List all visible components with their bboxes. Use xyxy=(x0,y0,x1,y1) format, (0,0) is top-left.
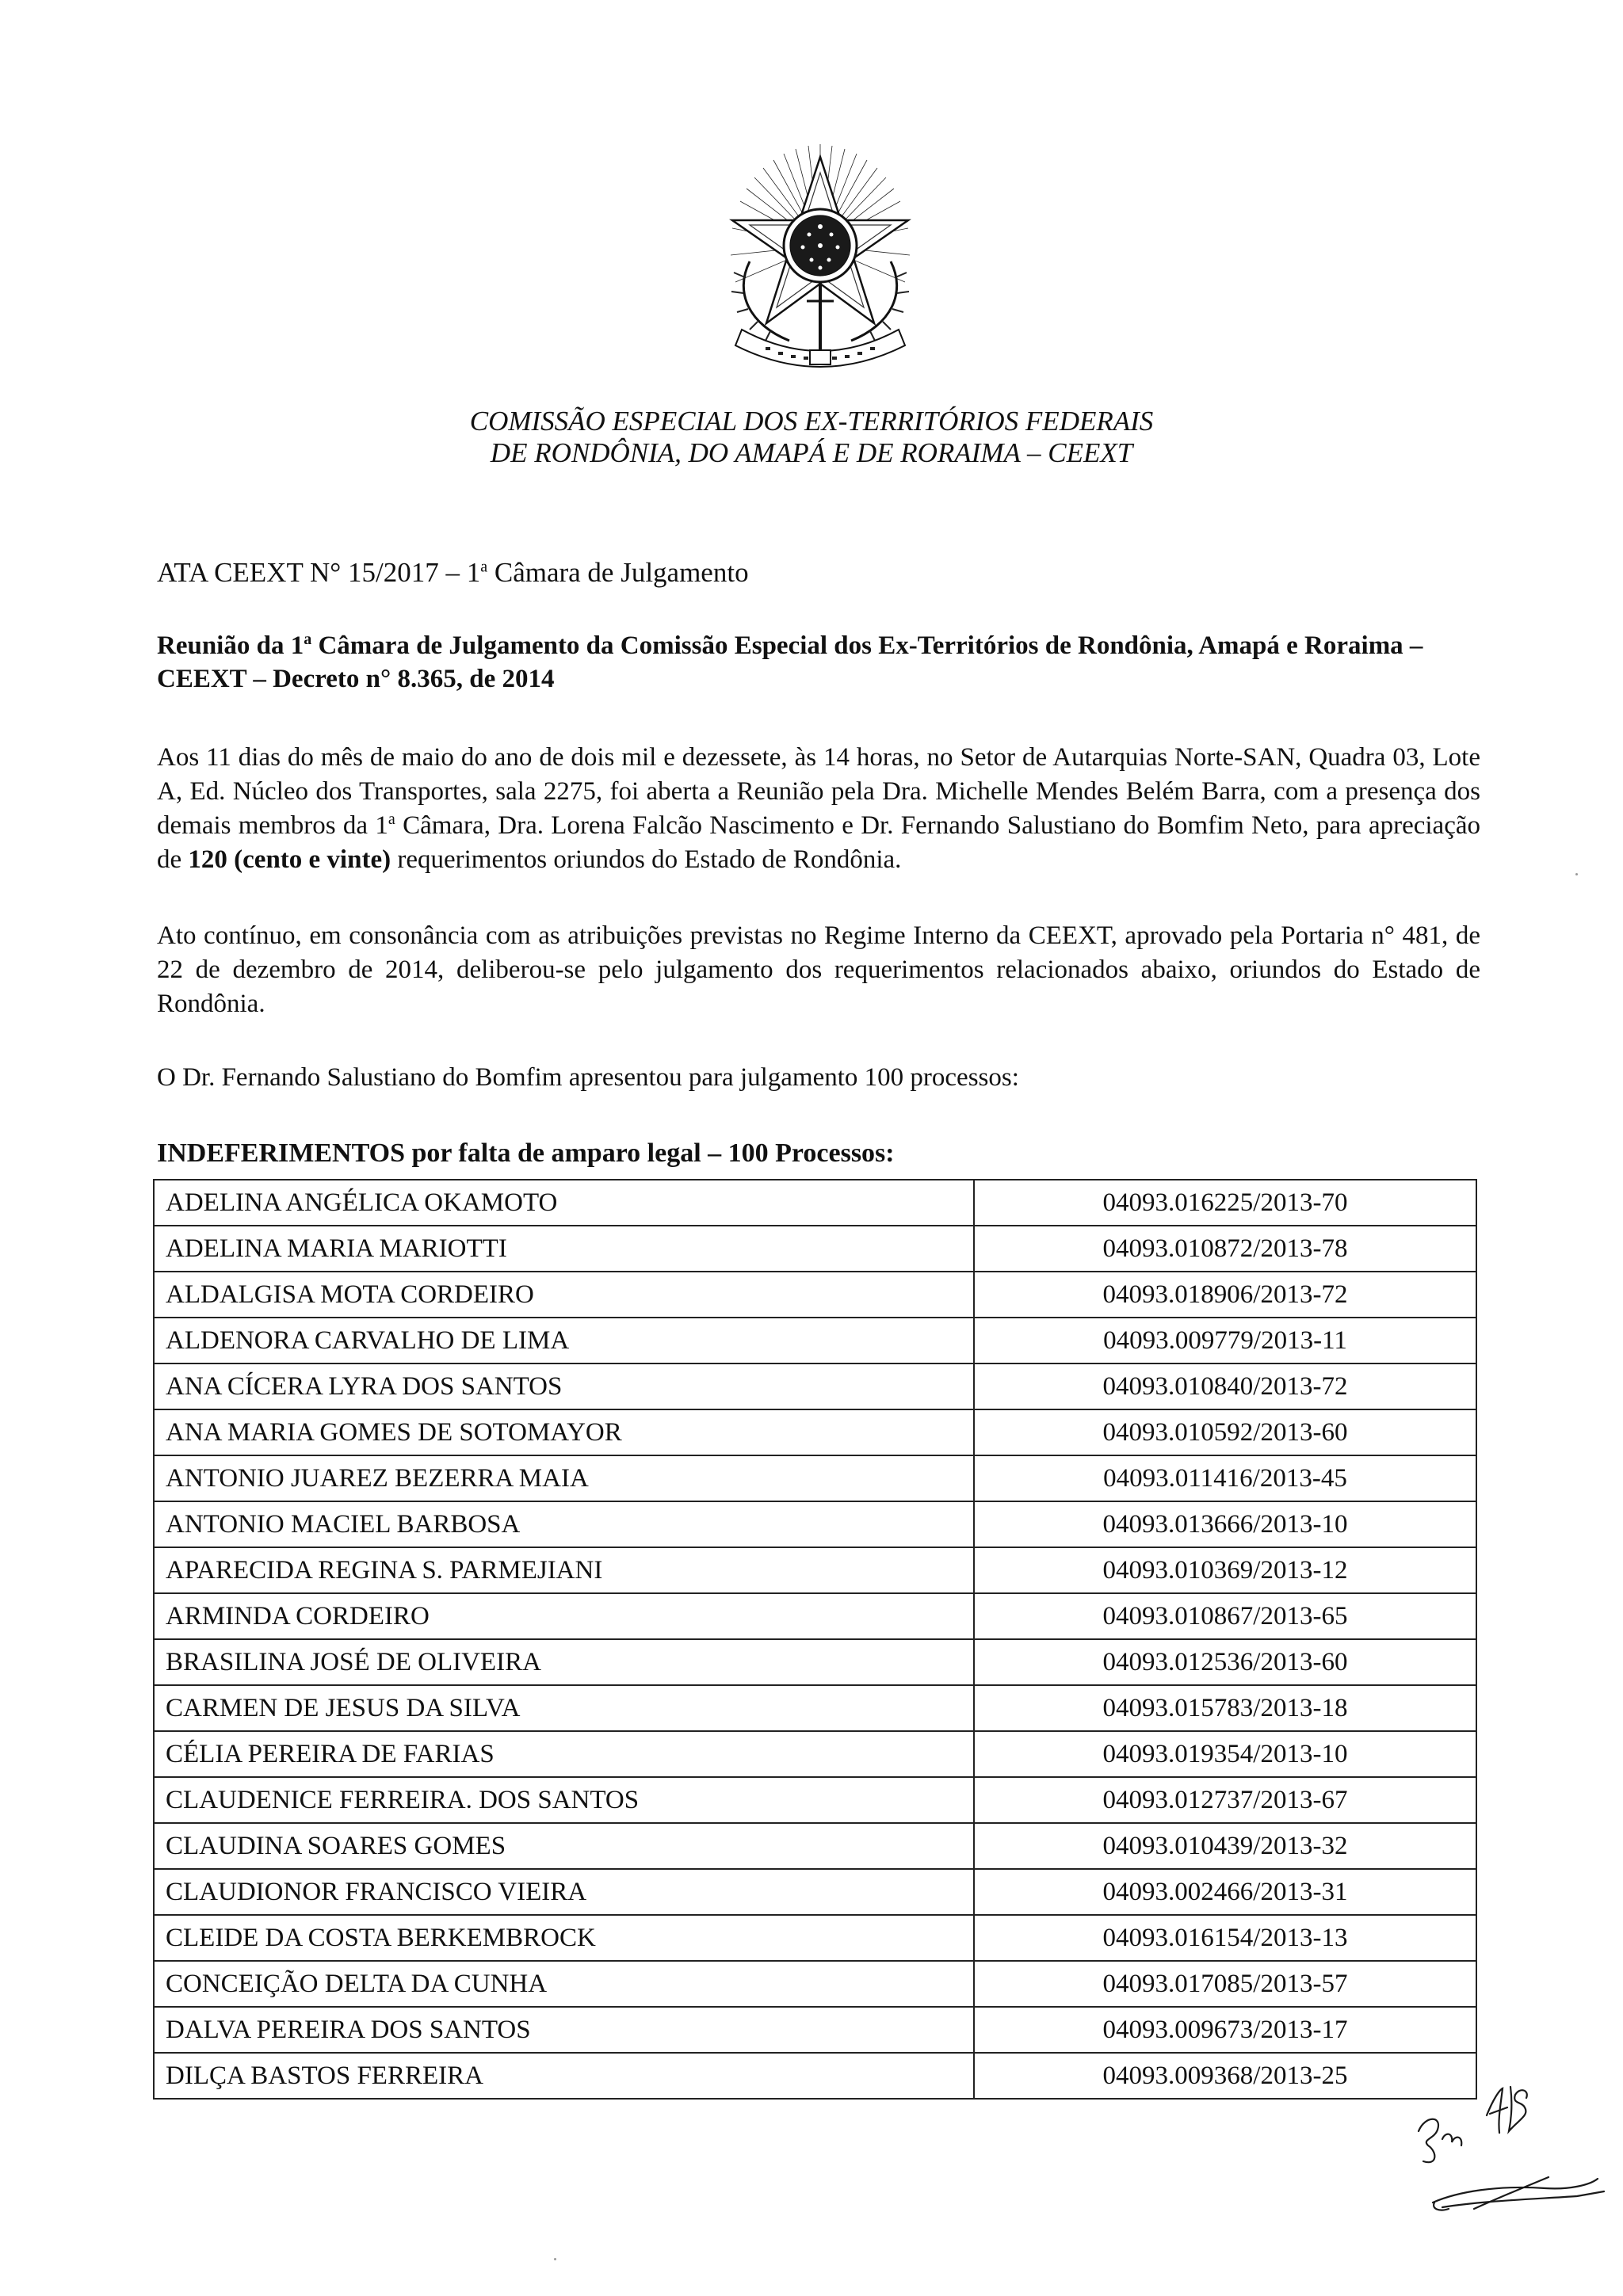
process-table-body xyxy=(154,1180,1476,2099)
opening-paragraph xyxy=(157,741,1480,877)
meeting-title xyxy=(157,629,1465,696)
process-table xyxy=(153,1179,1477,2100)
table-row xyxy=(154,1961,1476,2007)
process-number-cell: 04093.002466/2013-31 xyxy=(974,1869,1476,1915)
table-row xyxy=(154,1226,1476,1272)
table-row xyxy=(154,2007,1476,2053)
process-number-cell: 04093.010369/2013-12 xyxy=(974,1547,1476,1593)
process-number-cell: 04093.010592/2013-60 xyxy=(974,1409,1476,1455)
opening-paragraph-part2: Câmara, Dra. Lorena Falcão Nascimento e Dr. Fernando Salustiano do Bomfim Neto, para apreciação de xyxy=(157,811,1480,874)
process-name-cell: CÉLIA PEREIRA DE FARIAS xyxy=(154,1731,974,1777)
table-row xyxy=(154,1547,1476,1593)
scan-speck xyxy=(1575,873,1578,875)
process-name-cell: ADELINA ANGÉLICA OKAMOTO xyxy=(154,1180,974,1226)
process-name-cell: ALDENORA CARVALHO DE LIMA xyxy=(154,1318,974,1363)
commission-name-line1: COMISSÃO ESPECIAL DOS EX-TERRITÓRIOS FEDERAIS xyxy=(469,406,1154,437)
table-row xyxy=(154,1593,1476,1639)
table-row xyxy=(154,1777,1476,1823)
process-name-cell: ANA CÍCERA LYRA DOS SANTOS xyxy=(154,1363,974,1409)
process-number-cell: 04093.011416/2013-45 xyxy=(974,1455,1476,1501)
process-number-cell: 04093.009673/2013-17 xyxy=(974,2007,1476,2053)
process-name-cell: CLAUDINA SOARES GOMES xyxy=(154,1823,974,1869)
process-number-cell: 04093.010840/2013-72 xyxy=(974,1363,1476,1409)
scan-speck xyxy=(554,2258,556,2260)
table-row xyxy=(154,1731,1476,1777)
process-name-cell: ANA MARIA GOMES DE SOTOMAYOR xyxy=(154,1409,974,1455)
ata-number-suffix: Câmara de Julgamento xyxy=(487,557,749,588)
process-name-cell: DILÇA BASTOS FERREIRA xyxy=(154,2053,974,2099)
table-row xyxy=(154,1318,1476,1363)
table-row xyxy=(154,2053,1476,2099)
process-number-cell: 04093.017085/2013-57 xyxy=(974,1961,1476,2007)
presenter-paragraph: O Dr. Fernando Salustiano do Bomfim apresentou para julgamento 100 processos: xyxy=(157,1063,1019,1092)
ata-number-sup: a xyxy=(480,558,488,576)
process-name-cell: CLEIDE DA COSTA BERKEMBROCK xyxy=(154,1915,974,1961)
opening-paragraph-part3: requerimentos oriundos do Estado de Rondônia. xyxy=(391,845,902,874)
process-number-cell: 04093.013666/2013-10 xyxy=(974,1501,1476,1547)
process-number-cell: 04093.009368/2013-25 xyxy=(974,2053,1476,2099)
process-number-cell: 04093.016225/2013-70 xyxy=(974,1180,1476,1226)
table-row xyxy=(154,1823,1476,1869)
table-row xyxy=(154,1455,1476,1501)
opening-paragraph-part1: Aos 11 dias do mês de maio do ano de dois mil e dezessete, às 14 horas, no Setor de Autarquias Norte-SAN, Quadra 03, Lote A, Ed. Núcleo dos Transportes, sala 2275, foi aberta a Reunião pela Dra. Michelle Mendes Belém Barra, com a presença dos demais membros da 1 xyxy=(157,743,1480,840)
process-number-cell: 04093.010867/2013-65 xyxy=(974,1593,1476,1639)
ata-number xyxy=(157,557,749,589)
table-row xyxy=(154,1180,1476,1226)
table-row xyxy=(154,1685,1476,1731)
process-name-cell: ALDALGISA MOTA CORDEIRO xyxy=(154,1272,974,1318)
meeting-title-sup: a xyxy=(304,631,312,648)
meeting-title-part2: Câmara de Julgamento da Comissão Especial dos Ex-Territórios de Rondônia, Amapá e Roraima – CEEXT – Decreto n° 8.365, de 2014 xyxy=(157,631,1423,693)
table-row xyxy=(154,1409,1476,1455)
commission-name-line2: DE RONDÔNIA, DO AMAPÁ E DE RORAIMA – CEEXT xyxy=(490,437,1133,468)
process-number-cell: 04093.010872/2013-78 xyxy=(974,1226,1476,1272)
process-name-cell: CONCEIÇÃO DELTA DA CUNHA xyxy=(154,1961,974,2007)
table-row xyxy=(154,1272,1476,1318)
process-name-cell: CLAUDENICE FERREIRA. DOS SANTOS xyxy=(154,1777,974,1823)
process-number-cell: 04093.018906/2013-72 xyxy=(974,1272,1476,1318)
deliberation-paragraph: Ato contínuo, em consonância com as atribuições previstas no Regime Interno da CEEXT, aprovado pela Portaria n° 481, de 22 de dezembro de 2014, deliberou-se pelo julgamento dos requerimentos relacionados abaixo, oriundos do Estado de Rondônia. xyxy=(157,921,1480,1018)
process-number-cell: 04093.009779/2013-11 xyxy=(974,1318,1476,1363)
handwritten-signature-icon xyxy=(1411,2084,1609,2218)
process-number-cell: 04093.012737/2013-67 xyxy=(974,1777,1476,1823)
table-row xyxy=(154,1915,1476,1961)
process-name-cell: CLAUDIONOR FRANCISCO VIEIRA xyxy=(154,1869,974,1915)
process-number-cell: 04093.019354/2013-10 xyxy=(974,1731,1476,1777)
process-name-cell: DALVA PEREIRA DOS SANTOS xyxy=(154,2007,974,2053)
process-name-cell: APARECIDA REGINA S. PARMEJIANI xyxy=(154,1547,974,1593)
process-name-cell: CARMEN DE JESUS DA SILVA xyxy=(154,1685,974,1731)
ata-number-prefix: ATA CEEXT N° 15/2017 – 1 xyxy=(157,557,481,588)
process-name-cell: ADELINA MARIA MARIOTTI xyxy=(154,1226,974,1272)
table-row xyxy=(154,1501,1476,1547)
process-name-cell: ANTONIO JUAREZ BEZERRA MAIA xyxy=(154,1455,974,1501)
process-number-cell: 04093.010439/2013-32 xyxy=(974,1823,1476,1869)
opening-paragraph-count: 120 (cento e vinte) xyxy=(188,845,391,874)
section-heading: INDEFERIMENTOS por falta de amparo legal – 100 Processos: xyxy=(157,1138,895,1168)
opening-paragraph-sup: a xyxy=(388,810,395,828)
table-row xyxy=(154,1639,1476,1685)
process-name-cell: ARMINDA CORDEIRO xyxy=(154,1593,974,1639)
table-row xyxy=(154,1869,1476,1915)
process-number-cell: 04093.016154/2013-13 xyxy=(974,1915,1476,1961)
coat-of-arms-icon xyxy=(718,143,922,374)
table-row xyxy=(154,1363,1476,1409)
process-number-cell: 04093.012536/2013-60 xyxy=(974,1639,1476,1685)
process-name-cell: ANTONIO MACIEL BARBOSA xyxy=(154,1501,974,1547)
process-number-cell: 04093.015783/2013-18 xyxy=(974,1685,1476,1731)
process-name-cell: BRASILINA JOSÉ DE OLIVEIRA xyxy=(154,1639,974,1685)
meeting-title-part1: Reunião da 1 xyxy=(157,631,304,660)
